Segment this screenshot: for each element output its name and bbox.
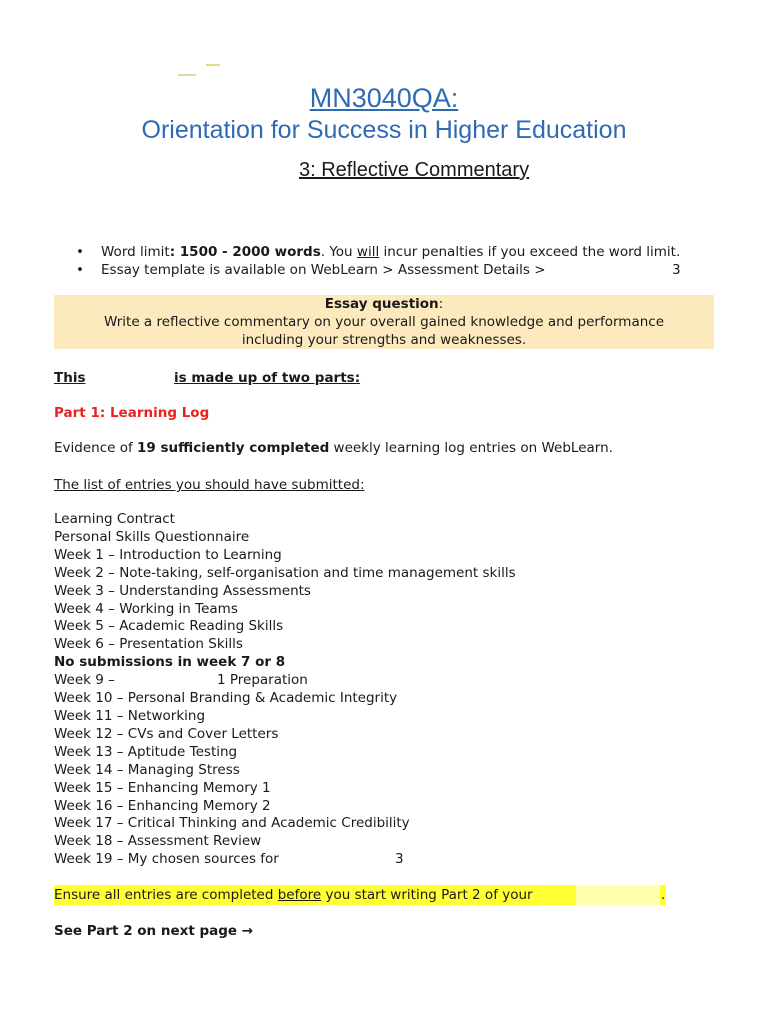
- list-item: Week 15 – Enhancing Memory 1: [54, 779, 271, 796]
- list-item: [54, 851, 516, 869]
- list-item: Week 1 – Introduction to Learning: [54, 546, 282, 563]
- entries-list: [54, 511, 516, 869]
- word-limit-value: : 1500 - 2000 words: [169, 244, 321, 260]
- part1-title: : Learning Log: [99, 405, 210, 421]
- list-item: Week 5 – Academic Reading Skills: [54, 618, 284, 635]
- essay-question-line-1: Write a reflective commentary on your overall gained knowledge and performance: [103, 314, 664, 330]
- reminder-period: .: [661, 887, 666, 903]
- part-heading: 3: Reflective Commentary: [299, 159, 530, 181]
- evidence-count: 19 sufficiently completed: [137, 440, 330, 456]
- next-page-note: [54, 922, 253, 940]
- bullet-dot-icon: •: [76, 262, 84, 278]
- essay-question-colon: :: [438, 296, 444, 312]
- word-limit-penalty: incur penalties if you exceed the word limit.: [379, 244, 681, 260]
- week19-label: Week 19 – My chosen sources for: [54, 851, 279, 868]
- list-item: Week 2 – Note-taking, self-organisation and time management skills: [54, 564, 516, 581]
- entries-list-heading: The list of entries you should have submitted:: [54, 477, 365, 493]
- list-item: Week 11 – Networking: [54, 707, 206, 724]
- evidence-post: weekly learning log entries on WebLearn.: [329, 440, 613, 456]
- structure-this: This: [54, 370, 86, 386]
- list-item: Week 12 – CVs and Cover Letters: [54, 725, 279, 742]
- evidence-pre: Evidence of: [54, 440, 138, 456]
- corner-mark: [178, 62, 224, 78]
- essay-question-line-2: including your strengths and weaknesses.: [241, 332, 527, 348]
- essay-question-box: [54, 295, 714, 349]
- list-item: Week 14 – Managing Stress: [54, 761, 240, 778]
- evidence-text: [54, 439, 613, 457]
- list-item: Week 6 – Presentation Skills: [54, 636, 243, 653]
- course-code-title: MN3040QA:: [309, 83, 459, 113]
- word-limit-emphasis: will: [356, 244, 380, 260]
- list-item: Week 4 – Working in Teams: [54, 600, 238, 617]
- template-bullet: [76, 261, 736, 279]
- part1-label: Part 1: [54, 405, 100, 421]
- list-item: [54, 672, 516, 690]
- week9-label: Week 9 –: [54, 672, 115, 689]
- course-name-title: Orientation for Success in Higher Education: [141, 116, 627, 144]
- reminder-blank: [576, 885, 660, 905]
- bullet-dot-icon: •: [76, 244, 84, 260]
- list-item: Week 3 – Understanding Assessments: [54, 582, 311, 599]
- list-item: Week 18 – Assessment Review: [54, 833, 262, 850]
- reminder-pre: Ensure all entries are completed: [54, 887, 278, 903]
- list-item: Week 17 – Critical Thinking and Academic Credibility: [54, 815, 410, 832]
- template-number: 3: [672, 262, 681, 278]
- list-item: Week 13 – Aptitude Testing: [54, 743, 238, 760]
- reminder-post: you start writing Part 2 of your: [321, 887, 533, 903]
- word-limit-label: Word limit: [101, 244, 170, 260]
- list-item: Week 10 – Personal Branding & Academic Integrity: [54, 690, 398, 707]
- list-item: No submissions in week 7 or 8: [54, 654, 286, 671]
- template-location: Essay template is available on WebLearn > Assessment Details >: [101, 262, 546, 278]
- reminder-emphasis: before: [277, 887, 322, 903]
- next-page-text: See Part 2 on next page: [54, 923, 238, 939]
- list-item: Week 16 – Enhancing Memory 2: [54, 797, 271, 814]
- word-limit-bullet: [76, 243, 736, 261]
- list-item: Learning Contract: [54, 511, 175, 527]
- requirements-list: [76, 243, 736, 279]
- reminder-highlight: [54, 885, 666, 905]
- week9-tail: 1 Preparation: [217, 672, 308, 689]
- part1-heading: [54, 404, 209, 422]
- list-item: Personal Skills Questionnaire: [54, 528, 250, 545]
- arrow-right-icon: →: [241, 923, 254, 939]
- structure-made-up: is made up of two parts:: [174, 370, 361, 386]
- week19-tail: 3: [395, 851, 404, 868]
- essay-question-title: Essay question: [324, 296, 439, 312]
- word-limit-mid: . You: [320, 244, 357, 260]
